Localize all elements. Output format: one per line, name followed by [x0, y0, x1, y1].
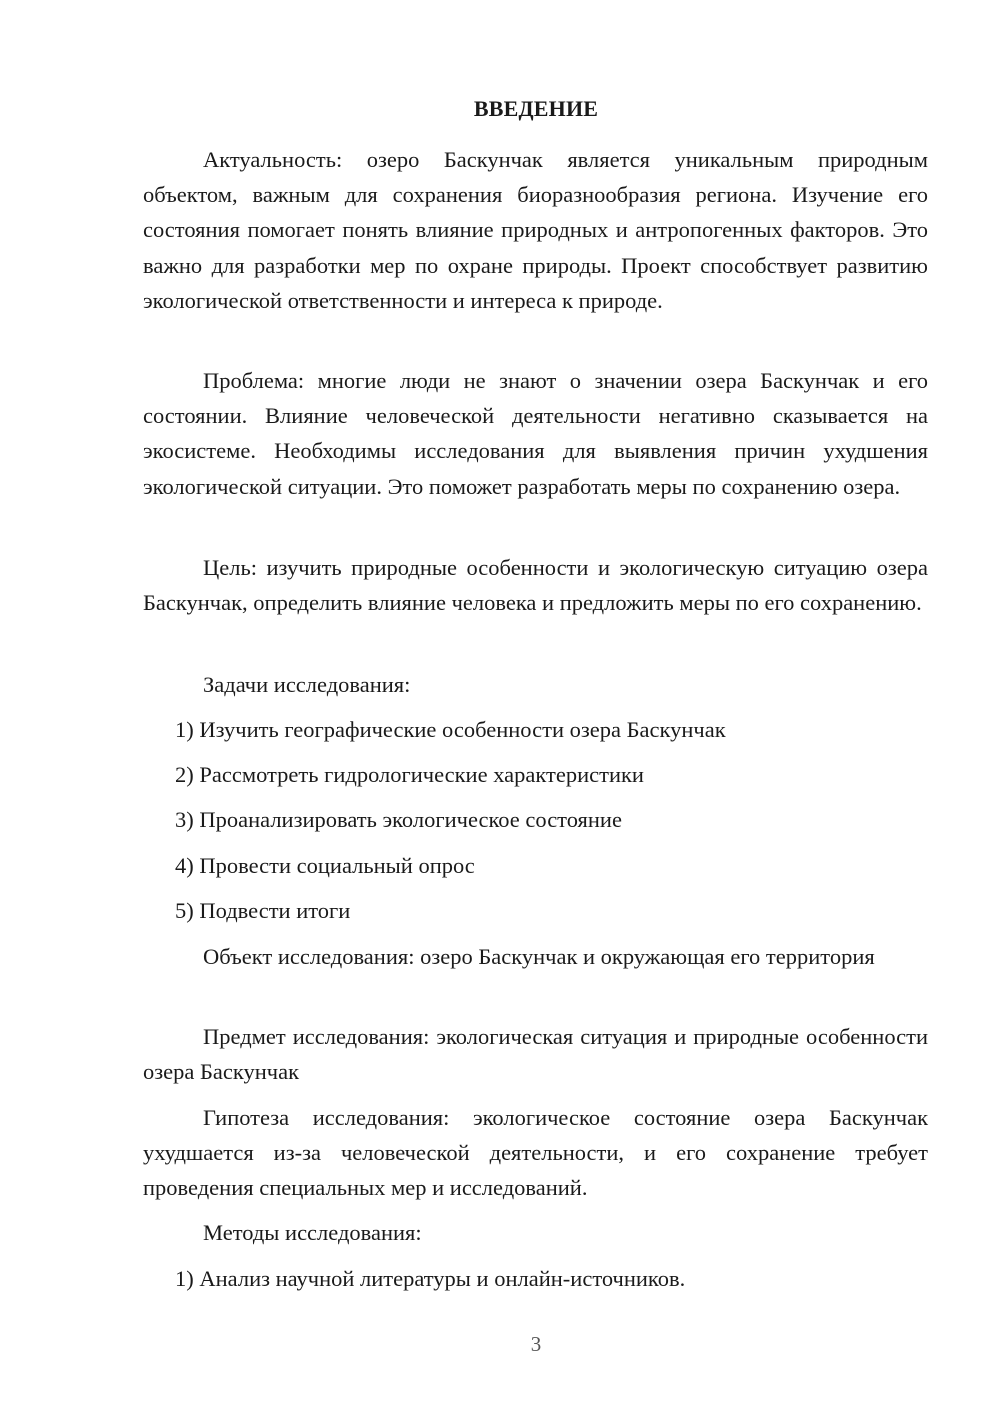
paragraph-goal: Цель: изучить природные особенности и экологическую ситуацию озера Баскунчак, определить влияние человека и предложить меры по его сохранению. [143, 555, 928, 616]
page-number: 3 [530, 1332, 542, 1356]
paragraph-subject: Предмет исследования: экологическая ситуация и природные особенности озера Баскунчак [143, 1024, 928, 1085]
method-item: 1) Анализ научной литературы и онлайн-источников. [175, 1266, 686, 1291]
task-item: 3) Проанализировать экологическое состояние [175, 807, 622, 832]
task-item: 1) Изучить географические особенности озера Баскунчак [175, 717, 726, 742]
paragraph-object: Объект исследования: озеро Баскунчак и окружающая его территория [203, 944, 875, 969]
methods-heading: Методы исследования: [203, 1220, 422, 1245]
task-item: 2) Рассмотреть гидрологические характеристики [175, 762, 644, 787]
task-item: 5) Подвести итоги [175, 898, 351, 923]
paragraph-problem: Проблема: многие люди не знают о значении озера Баскунчак и его состоянии. Влияние человеческой деятельности негативно сказывается на экосистеме. Необходимы исследования для выявления причин ухудшения экологической ситуации. Это поможет разработать меры по сохранению озера. [143, 368, 928, 499]
tasks-heading: Задачи исследования: [203, 672, 411, 697]
paragraph-relevance: Актуальность: озеро Баскунчак является уникальным природным объектом, важным для сохранения биоразнообразия региона. Изучение его состояния помогает понять влияние природных и антропогенных факторов. Это важно для разработки мер по охране природы. Проект способствует развитию экологической ответственности и интереса к природе. [143, 147, 928, 313]
section-heading: ВВЕДЕНИЕ [473, 96, 599, 121]
task-item: 4) Провести социальный опрос [175, 853, 475, 878]
paragraph-hypothesis: Гипотеза исследования: экологическое состояние озера Баскунчак ухудшается из-за человеческой деятельности, и его сохранение требует проведения специальных мер и исследований. [143, 1105, 928, 1201]
